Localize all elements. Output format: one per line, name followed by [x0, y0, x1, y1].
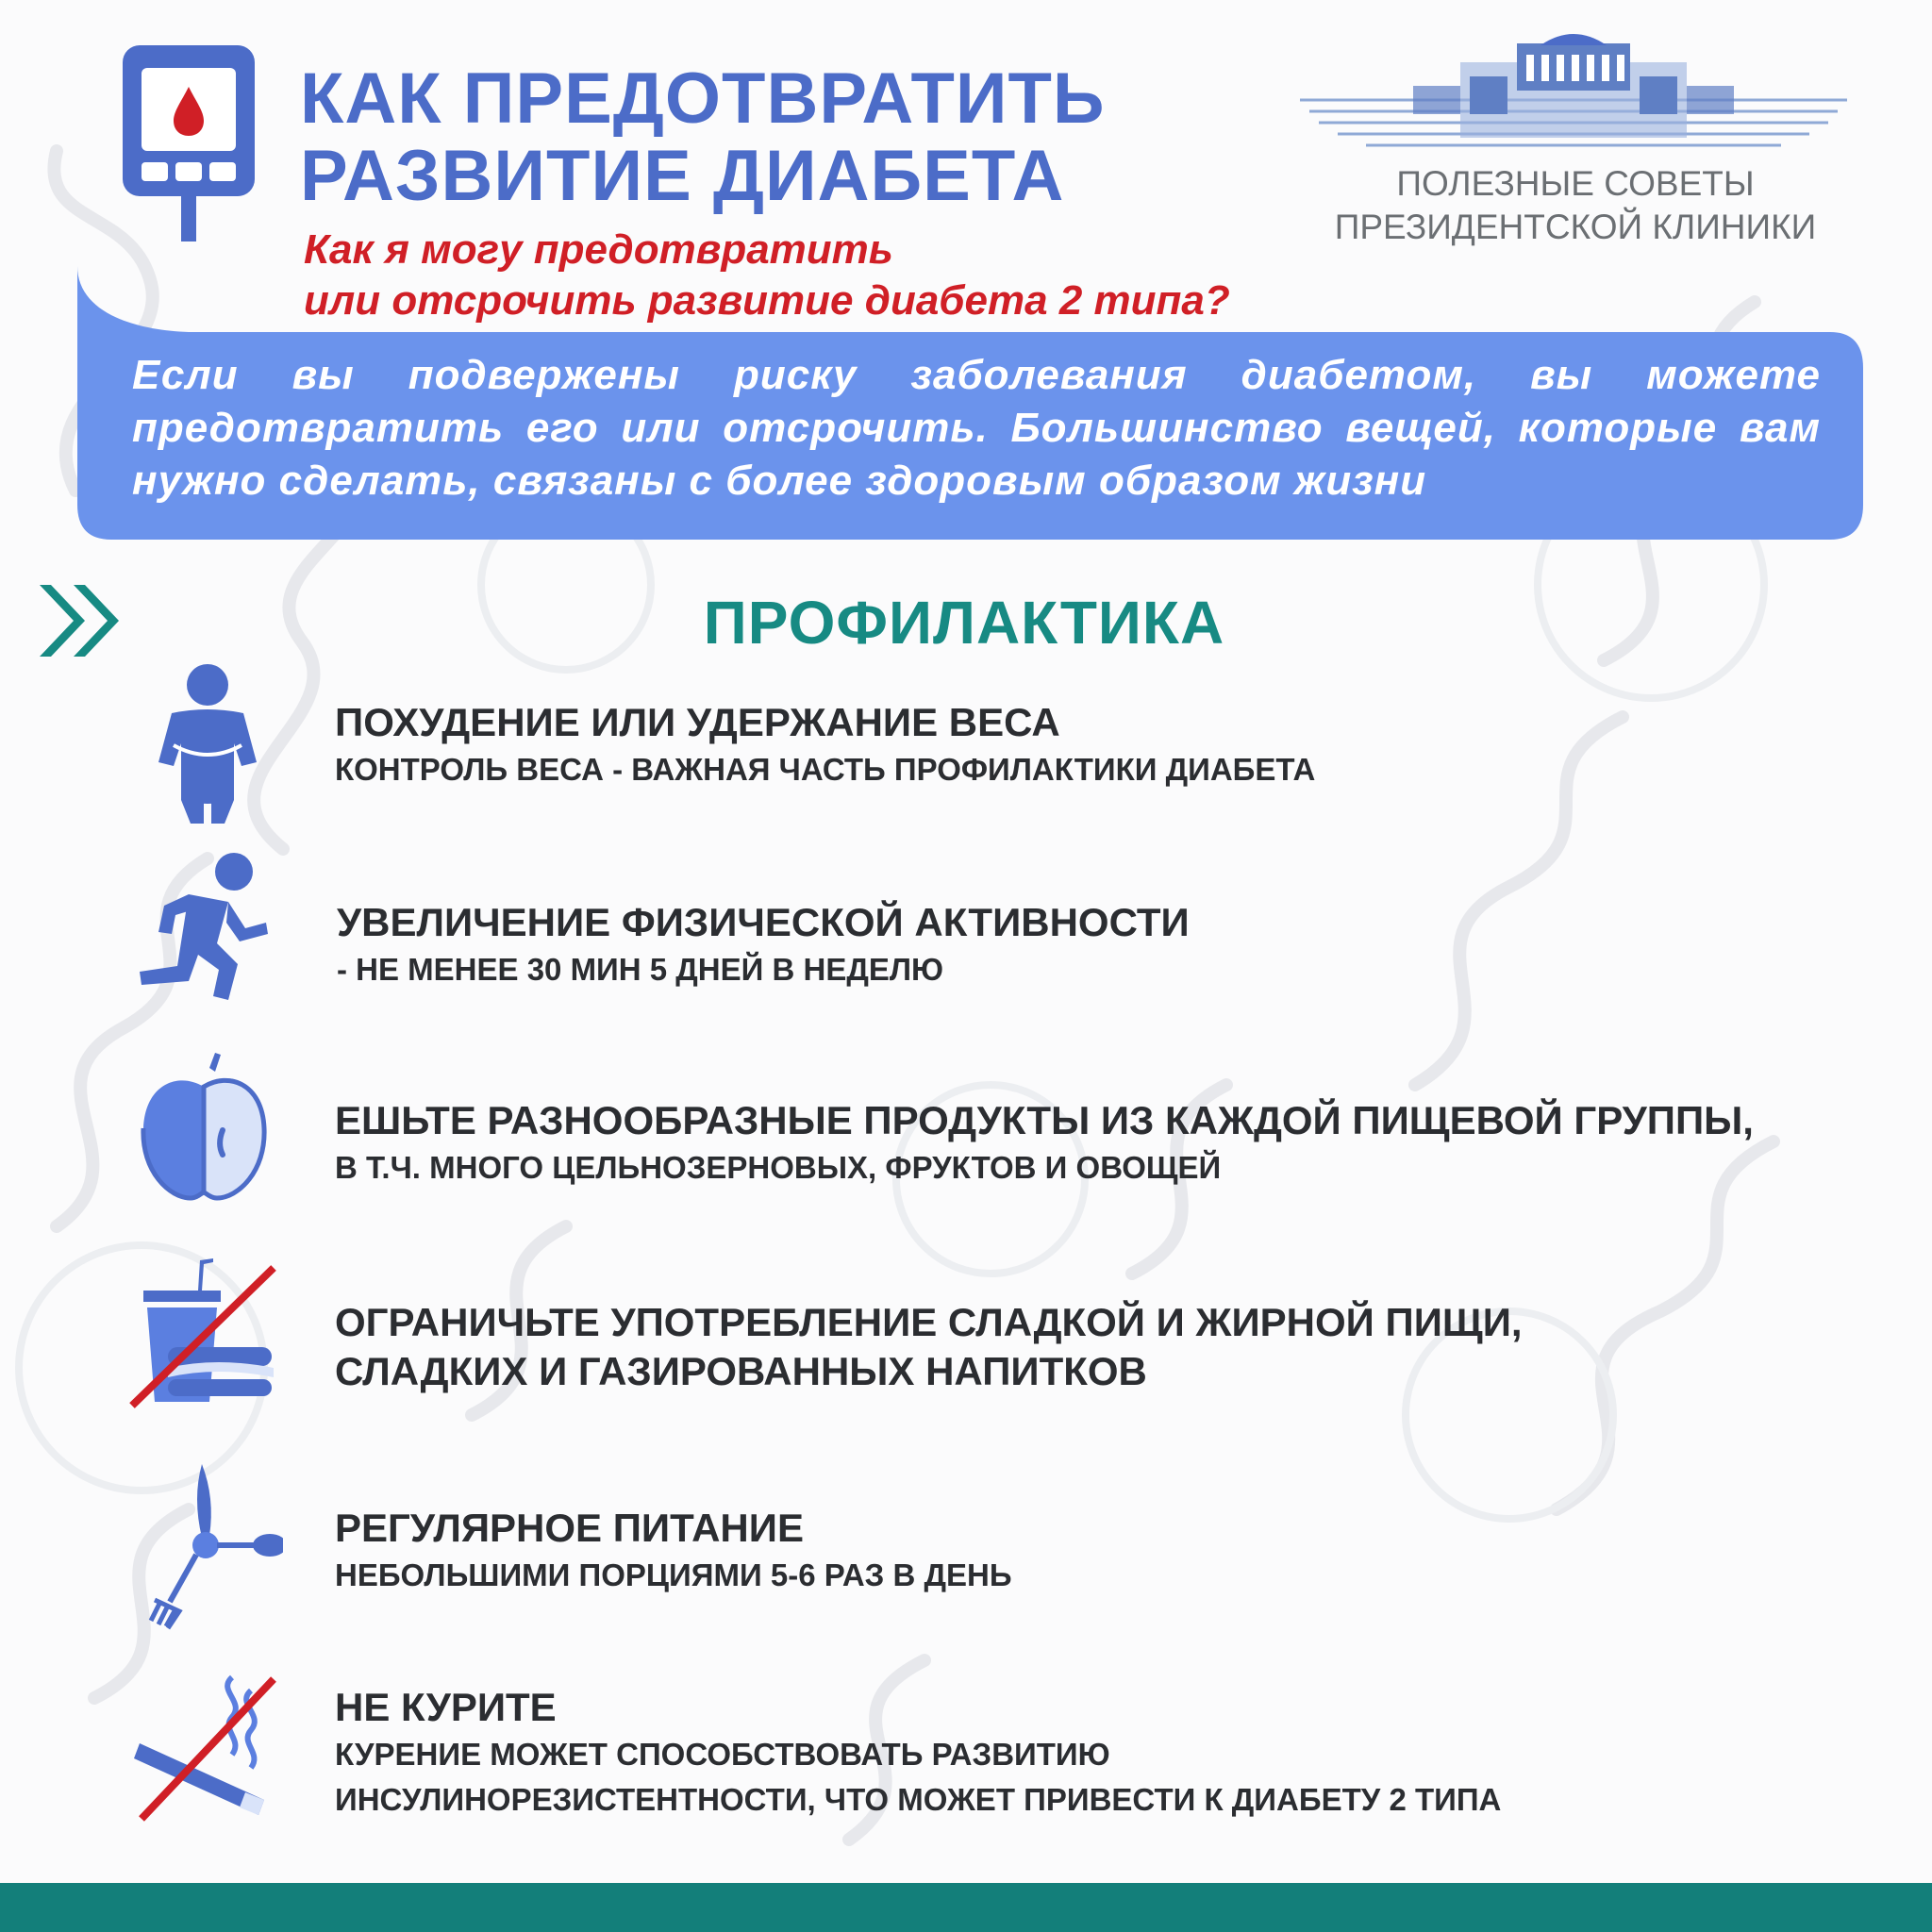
info-text: Если вы подвержены риску заболевания диабетом, вы можете предотвратить его или отсрочить. Большинство вещей, которые вам нужно сделать, связаны с более здоровым образом жизни	[132, 352, 1821, 504]
list-item-sugar-limit	[0, 1253, 1932, 1441]
running-person-icon	[123, 849, 283, 1019]
item-title: ПОХУДЕНИЕ ИЛИ УДЕРЖАНИЕ ВЕСА	[335, 700, 1060, 744]
footer-bar	[0, 1883, 1932, 1932]
item-description: НЕБОЛЬШИМИ ПОРЦИЯМИ 5-6 РАЗ В ДЕНЬ	[335, 1557, 1012, 1592]
item-description: КОНТРОЛЬ ВЕСА - ВАЖНАЯ ЧАСТЬ ПРОФИЛАКТИКИ ДИАБЕТА	[335, 752, 1316, 787]
section-title-text: ПРОФИЛАКТИКА	[703, 589, 1225, 657]
item-title: НЕ КУРИТЕ	[335, 1685, 557, 1729]
list-item-food	[0, 1049, 1932, 1238]
item-title: РЕГУЛЯРНОЕ ПИТАНИЕ	[335, 1506, 804, 1550]
logo-caption-line1: ПОЛЕЗНЫЕ СОВЕТЫ	[1396, 164, 1755, 203]
subtitle	[304, 225, 1294, 326]
item-title: ОГРАНИЧЬТЕ УПОТРЕБЛЕНИЕ СЛАДКОЙ И ЖИРНОЙ ПИЩИ,	[335, 1300, 1523, 1344]
no-fast-food-icon	[123, 1253, 283, 1423]
item-description-line2: ИНСУЛИНОРЕЗИСТЕНТНОСТИ, ЧТО МОЖЕТ ПРИВЕСТИ К ДИАБЕТУ 2 ТИПА	[335, 1782, 1502, 1817]
subtitle-line1: Как я могу предотвратить	[304, 226, 893, 273]
item-description: В Т.Ч. МНОГО ЦЕЛЬНОЗЕРНОВЫХ, ФРУКТОВ И ОВОЩЕЙ	[335, 1150, 1222, 1185]
apple-icon	[123, 1049, 283, 1219]
list-item-regular-meals	[0, 1460, 1932, 1649]
list-item-activity	[0, 849, 1932, 1038]
item-title-line2: СЛАДКИХ И ГАЗИРОВАННЫХ НАПИТКОВ	[335, 1349, 1147, 1393]
page-title-line2: РАЗВИТИЕ ДИАБЕТА	[300, 136, 1065, 216]
subtitle-line2: или отсрочить развитие диабета 2 типа?	[304, 277, 1230, 324]
item-description: - НЕ МЕНЕЕ 30 МИН 5 ДНЕЙ В НЕДЕЛЮ	[337, 952, 944, 987]
item-description-line1: КУРЕНИЕ МОЖЕТ СПОСОБСТВОВАТЬ РАЗВИТИЮ	[335, 1737, 1110, 1772]
list-item-no-smoking	[0, 1668, 1932, 1875]
page-title-line1: КАК ПРЕДОТВРАТИТЬ	[300, 58, 1106, 139]
item-title: УВЕЛИЧЕНИЕ ФИЗИЧЕСКОЙ АКТИВНОСТИ	[337, 900, 1190, 944]
cutlery-icon	[123, 1460, 283, 1630]
logo-caption-line2: ПРЕЗИДЕНТСКОЙ КЛИНИКИ	[1334, 208, 1817, 246]
weight-person-icon	[123, 658, 283, 828]
item-title: ЕШЬТЕ РАЗНООБРАЗНЫЕ ПРОДУКТЫ ИЗ КАЖДОЙ ПИЩЕВОЙ ГРУППЫ,	[335, 1098, 1754, 1142]
list-item-weight	[0, 651, 1932, 840]
no-smoking-icon	[123, 1668, 283, 1838]
section-title	[0, 585, 1932, 660]
